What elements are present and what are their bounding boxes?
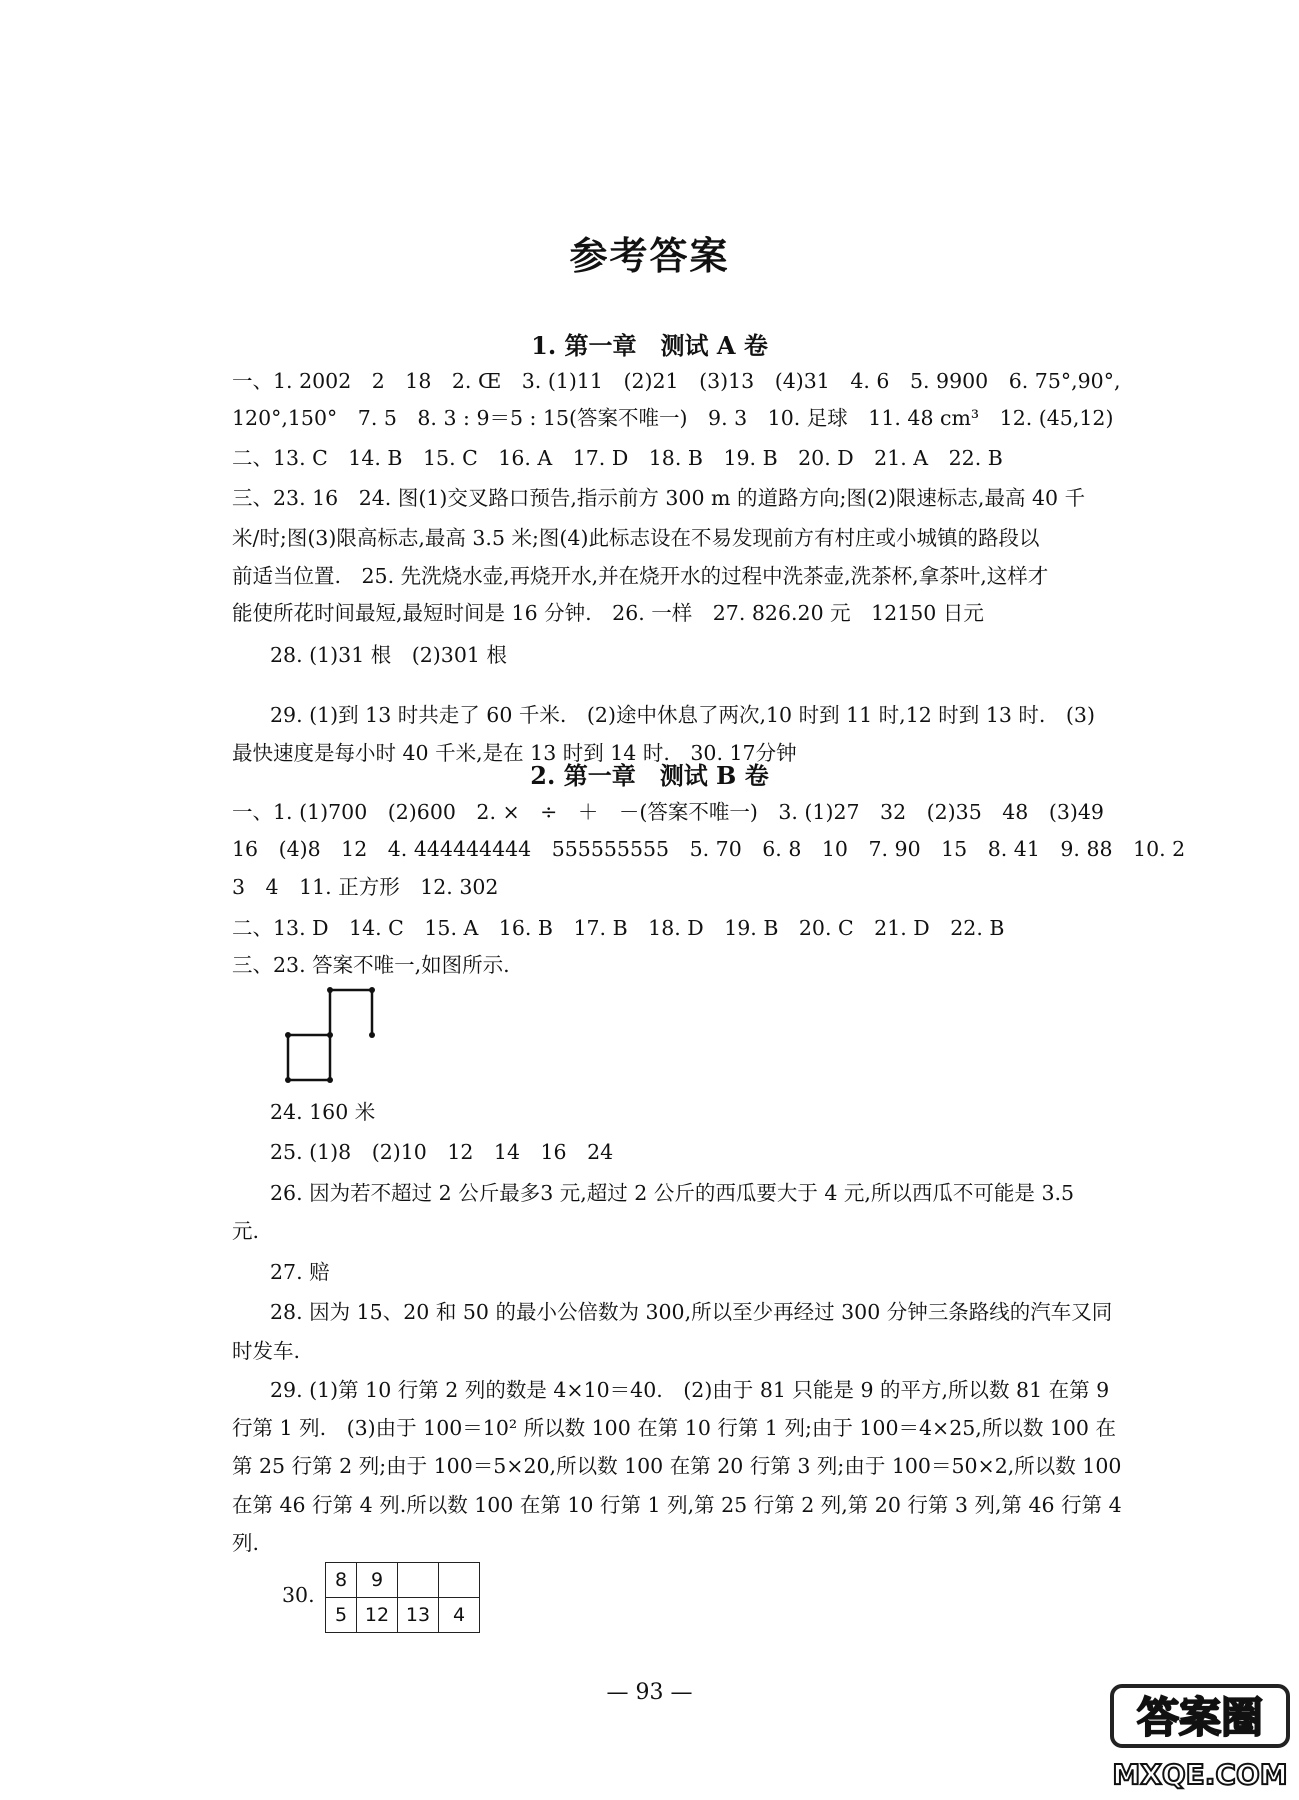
section-b-heading: 2. 第一章 测试 B 卷 — [530, 761, 769, 790]
section-b-line-2: 16 (4)8 12 4. 444444444 555555555 5. 70 6. 8 10 7. 90 15 8. 41 9. 88 10. 2 — [232, 837, 1186, 861]
page-number: — 93 — — [606, 1680, 693, 1705]
matchstick-figure — [280, 985, 390, 1095]
section-a-line-2: 120°,150° 7. 5 8. 3 : 9＝5 : 15(答案不唯一) 9. 3 10. 足球 11. 48 cm³ 12. (45,12) — [232, 406, 1114, 430]
section-a-line-5: 米/时;图(3)限高标志,最高 3.5 米;图(4)此标志设在不易发现前方有村庄或小城镇的路段以 — [232, 526, 1040, 550]
section-a-line-4: 三、23. 16 24. 图(1)交叉路口预告,指示前方 300 m 的道路方向;图(2)限速标志,最高 40 千 — [232, 486, 1086, 510]
table-row — [326, 1598, 480, 1633]
table-cell — [439, 1563, 480, 1598]
watermark-logo — [1108, 1680, 1293, 1795]
section-b-q26-line1: 26. 因为若不超过 2 公斤最多3 元,超过 2 公斤的西瓜要大于 4 元,所以西瓜不可能是 3.5 — [270, 1181, 1075, 1205]
section-b-q29-line3: 第 25 行第 2 列;由于 100＝5×20,所以数 100 在第 20 行第 3 列;由于 100＝50×2,所以数 100 — [232, 1454, 1122, 1478]
section-b-q29-line4: 在第 46 行第 4 列.所以数 100 在第 10 行第 1 列,第 25 行第 2 列,第 20 行第 3 列,第 46 行第 4 — [232, 1493, 1122, 1517]
table-cell: 4 — [439, 1598, 480, 1633]
section-b-q26-line2: 元. — [232, 1219, 260, 1243]
table-row — [326, 1563, 480, 1598]
watermark-bottom-text: MXQE.COM — [1112, 1758, 1288, 1791]
section-b-q29-line1: 29. (1)第 10 行第 2 列的数是 4×10＝40. (2)由于 81 只能是 9 的平方,所以数 81 在第 9 — [270, 1378, 1110, 1402]
section-a-line-1: 一、1. 2002 2 18 2. Œ 3. (1)11 (2)21 (3)13 (4)31 4. 6 5. 9900 6. 75°,90°, — [232, 369, 1121, 393]
section-b-q27: 27. 赔 — [270, 1260, 330, 1284]
section-b-line-3: 3 4 11. 正方形 12. 302 — [232, 875, 499, 899]
section-a-line-7: 能使所花时间最短,最短时间是 16 分钟. 26. 一样 27. 826.20 元 12150 日元 — [232, 601, 984, 625]
table-cell — [398, 1563, 439, 1598]
section-a-line-3: 二、13. C 14. B 15. C 16. A 17. D 18. B 19. B 20. D 21. A 22. B — [232, 446, 1003, 470]
q30-label: 30. — [282, 1583, 315, 1607]
section-a-q29-line1: 29. (1)到 13 时共走了 60 千米. (2)途中休息了两次,10 时到 11 时,12 时到 13 时. (3) — [270, 703, 1095, 727]
table-cell: 9 — [357, 1563, 398, 1598]
table-cell: 13 — [398, 1598, 439, 1633]
table-cell: 8 — [326, 1563, 357, 1598]
section-b-q29-line5: 列. — [232, 1531, 260, 1555]
section-b-line-5: 三、23. 答案不唯一,如图所示. — [232, 953, 510, 977]
section-a-q29-line2: 最快速度是每小时 40 千米,是在 13 时到 14 时. 30. 17分钟 — [232, 741, 797, 765]
watermark-top-text: 答案圈 — [1136, 1693, 1264, 1742]
section-a-q28: 28. (1)31 根 (2)301 根 — [270, 643, 507, 667]
section-a-heading: 1. 第一章 测试 A 卷 — [531, 331, 768, 360]
table-cell: 12 — [357, 1598, 398, 1633]
page-title: 参考答案 — [569, 233, 730, 278]
section-b-q28-line1: 28. 因为 15、20 和 50 的最小公倍数为 300,所以至少再经过 300 分钟三条路线的汽车又同 — [270, 1300, 1113, 1324]
section-b-line-1: 一、1. (1)700 (2)600 2. × ÷ ＋ －(答案不唯一) 3. (1)27 32 (2)35 48 (3)49 — [232, 800, 1104, 824]
section-b-q24: 24. 160 米 — [270, 1100, 376, 1124]
q30-answer-table — [325, 1562, 480, 1633]
section-a-line-6: 前适当位置. 25. 先洗烧水壶,再烧开水,并在烧开水的过程中洗茶壶,洗茶杯,拿茶叶,这样才 — [232, 564, 1049, 588]
table-cell: 5 — [326, 1598, 357, 1633]
section-b-line-4: 二、13. D 14. C 15. A 16. B 17. B 18. D 19. B 20. C 21. D 22. B — [232, 916, 1005, 940]
section-b-q29-line2: 行第 1 列. (3)由于 100＝10² 所以数 100 在第 10 行第 1 列;由于 100＝4×25,所以数 100 在 — [232, 1416, 1116, 1440]
section-b-q28-line2: 时发车. — [232, 1339, 301, 1363]
section-b-q25: 25. (1)8 (2)10 12 14 16 24 — [270, 1140, 614, 1164]
